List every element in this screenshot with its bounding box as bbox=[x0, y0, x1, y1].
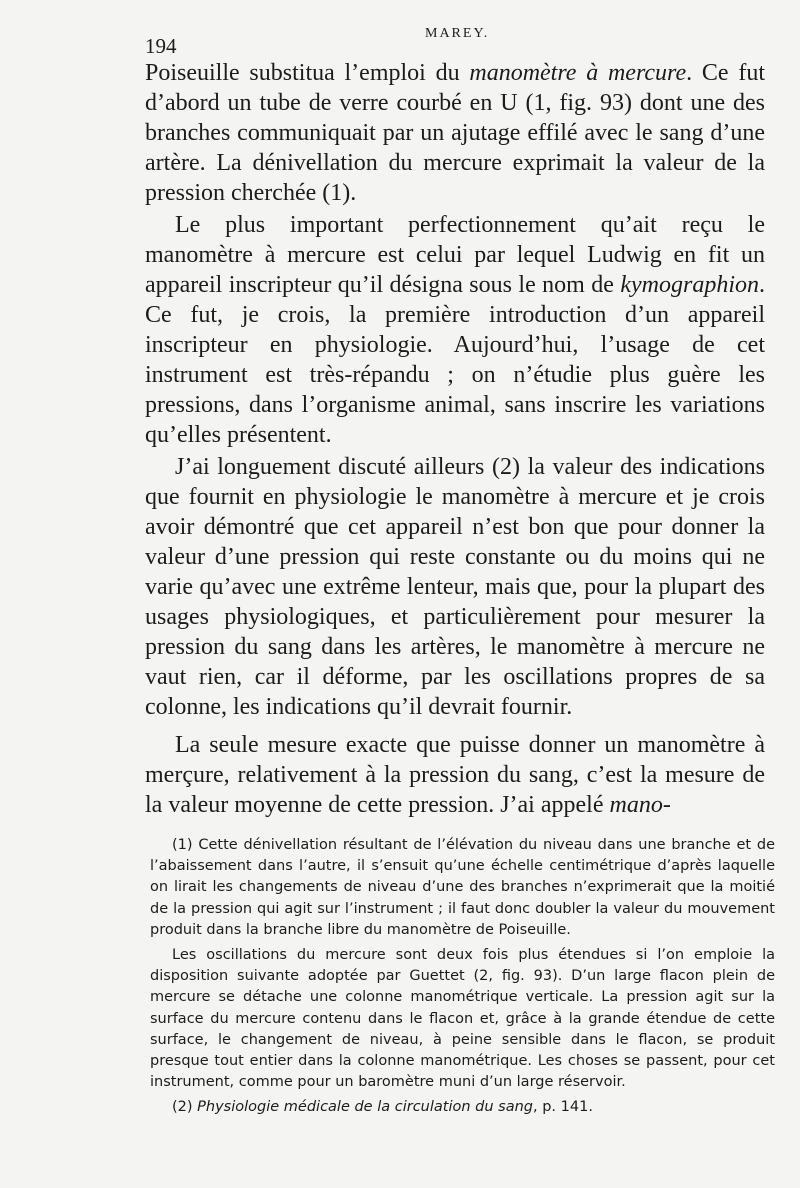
page-number: 194 bbox=[145, 34, 177, 58]
footnote-2-page: , p. 141. bbox=[533, 1099, 593, 1116]
paragraph-2 bbox=[145, 210, 765, 450]
footnote-2-number: (2) bbox=[172, 1099, 198, 1116]
footnote-2 bbox=[150, 1097, 775, 1118]
footnote-1-continued: Les oscillations du mercure sont deux fois plus étendues si l’on emploie la disposition suivante adoptée par Guettet (2, fig. 93). D’un large flacon plein de mercure se détache une colonne manométrique verticale. La pression agit sur la surface du mercure contenu dans le flacon et, grâce à la grande étendue de cette surface, le changement de niveau, à peine sensible dans le flacon, se produit presque tout entier dans la colonne manométrique. Les choses se passent, pour cet instrument, comme pour un baromètre muni d’un large réservoir. bbox=[150, 947, 775, 1091]
paragraph-3: J’ai longuement discuté ailleurs (2) la valeur des indications que fournit en physiologie le manomètre à mercure et je crois avoir démontré que cet appareil n’est bon que pour donner la valeur d’une pression qui reste constante ou du moins qui ne varie qu’avec une extrême lenteur, mais que, pour la plupart des usages physiologiques, et particulièrement pour mesurer la pression du sang dans les artères, le manomètre à mercure ne vaut rien, car il déforme, par les oscillations propres de sa colonne, les indications qu’il devrait fournir. bbox=[145, 454, 765, 720]
paragraph-2-italic: kymographion bbox=[620, 272, 759, 298]
paragraph-4-italic: mano- bbox=[609, 792, 671, 818]
paragraph-1-text-a: Poiseuille substitua l’emploi du bbox=[145, 60, 470, 86]
page-header bbox=[145, 26, 770, 56]
footnote-1: (1) Cette dénivellation résultant de l’élévation du niveau dans une branche et de l’abaissement dans l’autre, il s’ensuit qu’une échelle centimétrique d’après laquelle on lirait les changements de niveau d’une des branches n’exprimerait que la moitié de la pression qui agit sur l’instrument ; il faut donc doubler la valeur du mouvement produit dans la branche libre du manomètre de Poiseuille. bbox=[150, 837, 775, 938]
running-head: MAREY. bbox=[425, 26, 490, 41]
paragraph-2-text-a: Le plus important perfectionnement qu’ait reçu le manomètre à mercure est celui par lequel Ludwig en fit un appareil inscripteur qu’il désigna sous le nom de bbox=[145, 212, 765, 298]
paragraph-1-italic: manomètre à mercure bbox=[469, 60, 687, 86]
footnote-2-title: Physiologie médicale de la circulation du sang bbox=[197, 1099, 533, 1116]
paragraph-4 bbox=[145, 730, 765, 820]
footnotes bbox=[150, 835, 775, 1119]
paragraph-1-text-b: . Ce fut d’abord un tube de verre courbé en U (1, fig. 93) dont une des branches communiquait par un ajutage effilé avec le sang d’une artère. La dénivellation du mercure exprimait la valeur de la pression cherchée (1). bbox=[145, 60, 765, 206]
paragraph-2-text-b: . Ce fut, je crois, la première introduction d’un appareil inscripteur en physiologie. Aujourd’hui, l’usage de cet instrument est très-répandu ; on n’étudie plus guère les pressions, dans l’organisme animal, sans inscrire les variations qu’elles présentent. bbox=[145, 272, 765, 448]
main-text bbox=[145, 58, 765, 820]
paragraph-4-text-a: La seule mesure exacte que puisse donner un manomètre à merçure, relativement à la pression du sang, c’est la mesure de la valeur moyenne de cette pression. J’ai appelé bbox=[145, 732, 765, 818]
paragraph-1 bbox=[145, 58, 765, 208]
